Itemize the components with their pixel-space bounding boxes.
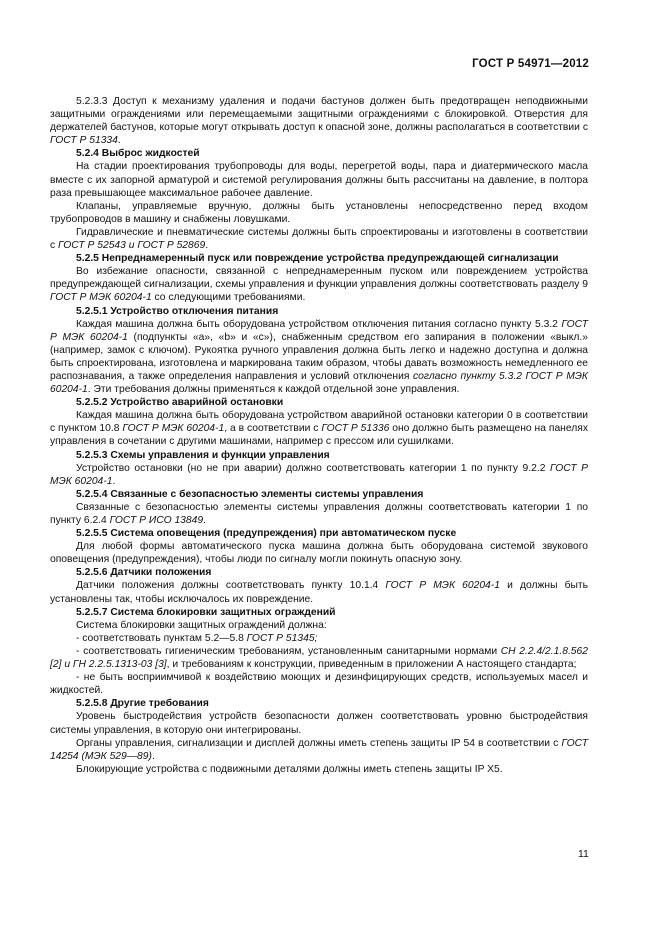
reference: ГОСТ Р 52869 xyxy=(137,240,206,252)
heading-5-2-5-4: 5.2.5.4 Связанные с безопасностью элементы системы управления xyxy=(76,488,424,500)
reference: ГОСТ Р 51345; xyxy=(246,632,318,644)
heading-5-2-5-3: 5.2.5.3 Схемы управления и функции управления xyxy=(76,449,330,461)
paragraph: Клапаны, управляемые вручную, должны быть установлены непосредственно перед входом трубопроводов в машину и снабжены ловушками. xyxy=(50,200,588,225)
heading-5-2-5-1: 5.2.5.1 Устройство отключения питания xyxy=(76,305,279,317)
heading-5-2-5-5: 5.2.5.5 Система оповещения (предупреждения) при автоматическом пуске xyxy=(76,528,457,540)
paragraph: Система блокировки защитных ограждений должна: xyxy=(76,619,327,631)
list-item: - соответствовать гигиеническим требованиям, установленным санитарными нормами СН 2.2.4/2.1.8.562 [2] и ГН 2.2.5.1313-03 [3], и требованиям к конструкции, приведенным в приложении А настоящего стандарта; xyxy=(50,645,588,671)
list-item: - не быть восприимчивой к воздействию моющих и дезинфицирующих средств, используемых масел и жидкостей. xyxy=(50,672,588,697)
reference: ГОСТ Р ИСО 13849 xyxy=(109,515,204,526)
heading-5-2-5-7: 5.2.5.7 Система блокировки защитных ограждений xyxy=(76,606,336,618)
heading-5-2-5-2: 5.2.5.2 Устройство аварийной остановки xyxy=(76,397,284,409)
document-body xyxy=(50,95,588,776)
reference: согласно пункту 5.3.2 ГОСТ Р МЭК 60204-1 xyxy=(50,370,588,396)
paragraph: Каждая машина должна быть оборудована устройством отключения питания согласно пункту 5.3.2 ГОСТ Р МЭК 60204-1 (подпункты «а», «b» и «с»), снабженным средством его запирания в положении «выкл.» (например, замок с ключом). Рукоятка ручного управления должна быть легко и надежно доступна и должна быть спроектирована, изготовлена и маркирована таким образом, чтобы давать возможность немедленного ее распознавания, а также определения направления и условий отключения согласно пункту 5.3.2 ГОСТ Р МЭК 60204-1. Эти требования должны применяться к каждой отдельной зоне управления. xyxy=(50,318,589,396)
reference: ГОСТ Р МЭК 60204-1 xyxy=(122,423,225,435)
paragraph: Связанные с безопасностью элементы системы управления должны соответствовать категории 1 по пункту 6.2.4 ГОСТ Р ИСО 13849. xyxy=(50,501,588,526)
paragraph: На стадии проектирования трубопроводы для воды, перегретой воды, пара и диатермического масла вместе с их запорной арматурой и системой регулирования должны быть рассчитаны на давление, в полтора раза превышающее максимальное рабочее давление. xyxy=(50,161,588,199)
reference: ГОСТ Р 51334 xyxy=(50,135,118,147)
paragraph: Органы управления, сигнализации и дисплей должны иметь степень защиты IP 54 в соответствии с ГОСТ 14254 (МЭК 529—89). xyxy=(50,737,588,762)
reference: СН 2.2.4/2.1.8.562 [2] xyxy=(50,645,588,671)
reference: ГОСТ Р МЭК 60204-1 xyxy=(385,580,500,592)
list-item: - соответствовать пунктам 5.2—5.8 ГОСТ Р 51345; xyxy=(76,632,318,644)
heading-5-2-5-8: 5.2.5.8 Другие требования xyxy=(76,698,209,710)
standard-code-header: ГОСТ Р 54971—2012 xyxy=(472,58,589,70)
paragraph: Во избежание опасности, связанной с непреднамеренным пуском или повреждением устройства предупреждающей сигнализации, схемы управления и функции управления должны соответствовать разделу 9 ГОСТ Р МЭК 60204-1 со следующими требованиями. xyxy=(50,266,588,304)
reference: ГН 2.2.5.1313-03 [3] xyxy=(72,659,167,671)
paragraph: Уровень быстродействия устройств безопасности должен соответствовать уровню быстродействия системы управления, в которую они интегрированы. xyxy=(50,711,588,736)
paragraph: Блокирующие устройства с подвижными деталями должны иметь степень защиты IP X5. xyxy=(76,763,503,775)
paragraph: Датчики положения должны соответствовать пункту 10.1.4 ГОСТ Р МЭК 60204-1 и должны быть установлены так, чтобы исключалось их повреждение. xyxy=(50,580,588,605)
page-number: 11 xyxy=(578,848,589,860)
paragraph: Устройство остановки (но не при аварии) должно соответствовать категории 1 по пункту 9.2.2 ГОСТ Р МЭК 60204-1. xyxy=(50,462,588,487)
reference: ГОСТ Р 51336 xyxy=(321,423,390,435)
reference: ГОСТ Р МЭК 60204-1 xyxy=(50,318,588,343)
reference: ГОСТ 14254 (МЭК 529—89) xyxy=(50,737,588,762)
heading-5-2-4: 5.2.4 Выброс жидкостей xyxy=(76,148,200,160)
paragraph: Каждая машина должна быть оборудована устройством аварийной остановки категории 0 в соответствии с пунктом 10.8 ГОСТ Р МЭК 60204-1, а в соответствии с ГОСТ Р 51336 оно должно быть размещено на панелях управления в сочетании с другими машинами, например с прессом или сушилками. xyxy=(50,410,588,448)
paragraph: Гидравлические и пневматические системы должны быть спроектированы и изготовлены в соответствии с ГОСТ Р 52543 и ГОСТ Р 52869. xyxy=(50,226,588,252)
paragraph-5-2-3-3: 5.2.3.3 Доступ к механизму удаления и подачи бастунов должен быть предотвращен неподвижными защитными ограждениями или перемещаемыми защитными ограждениями с блокировкой. Отверстия для держателей бастунов, которые могут открывать доступ к опасной зоне, должны располагаться в соответствии с ГОСТ Р 51334. xyxy=(50,96,588,147)
reference: ГОСТ Р 52543 xyxy=(58,240,126,252)
paragraph: Для любой формы автоматического пуска машина должна быть оборудована системой звукового оповещения (предупреждения), чтобы люди по сигналу могли покинуть опасную зону. xyxy=(50,541,588,566)
reference: ГОСТ Р МЭК 60204-1 xyxy=(50,462,588,487)
reference: ГОСТ Р МЭК 60204-1 xyxy=(50,292,152,304)
heading-5-2-5-6: 5.2.5.6 Датчики положения xyxy=(76,567,212,579)
heading-5-2-5: 5.2.5 Непреднамеренный пуск или повреждение устройства предупреждающей сигнализации xyxy=(76,253,559,265)
